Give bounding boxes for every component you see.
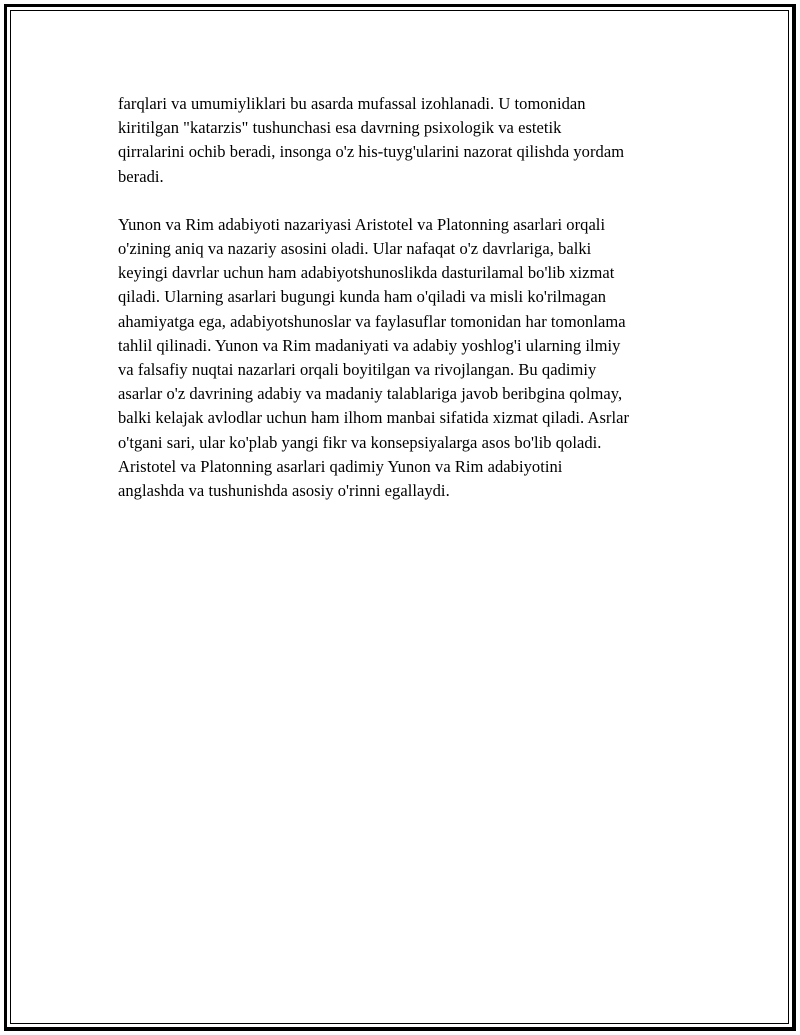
document-body — [118, 92, 693, 503]
paragraph-catharsis: farqlari va umumiyliklari bu asarda mufassal izohlanadi. U tomonidan kiritilgan "katarzis" tushunchasi esa davrning psixologik va estetik qirralarini ochib beradi, insonga o'z his-tuyg'ularini nazorat qilishda yordam beradi. — [118, 94, 625, 186]
paragraph-literary-theory: Yunon va Rim adabiyoti nazariyasi Aristotel va Platonning asarlari orqali o'zining aniq va nazariy asosini oladi. Ular nafaqat o'z davrlariga, balki keyingi davrlar uchun ham adabiyotshunoslikda dasturilamal bo'lib xizmat qiladi. Ularning asarlari bugungi kunda ham o'qiladi va misli ko'rilmagan ahamiyatga ega, adabiyotshunoslar va faylasuflar tomonidan har tomonlama tahlil qilinadi. Yunon va Rim madaniyati va adabiy yoshlog'i ularning ilmiy va falsafiy nuqtai nazarlari orqali boyitilgan va rivojlangan. Bu qadimiy asarlar o'z davrining adabiy va madaniy talablariga javob beribgina qolmay, balki kelajak avlodlar uchun ham ilhom manbai sifatida xizmat qiladi. Asrlar o'tgani sari, ular ko'plab yangi fikr va konsepsiyalarga asos bo'lib qoladi. Aristotel va Platonning asarlari qadimiy Yunon va Rim adabiyotini anglashda va tushunishda asosiy o'rinni egallaydi. — [118, 214, 630, 501]
